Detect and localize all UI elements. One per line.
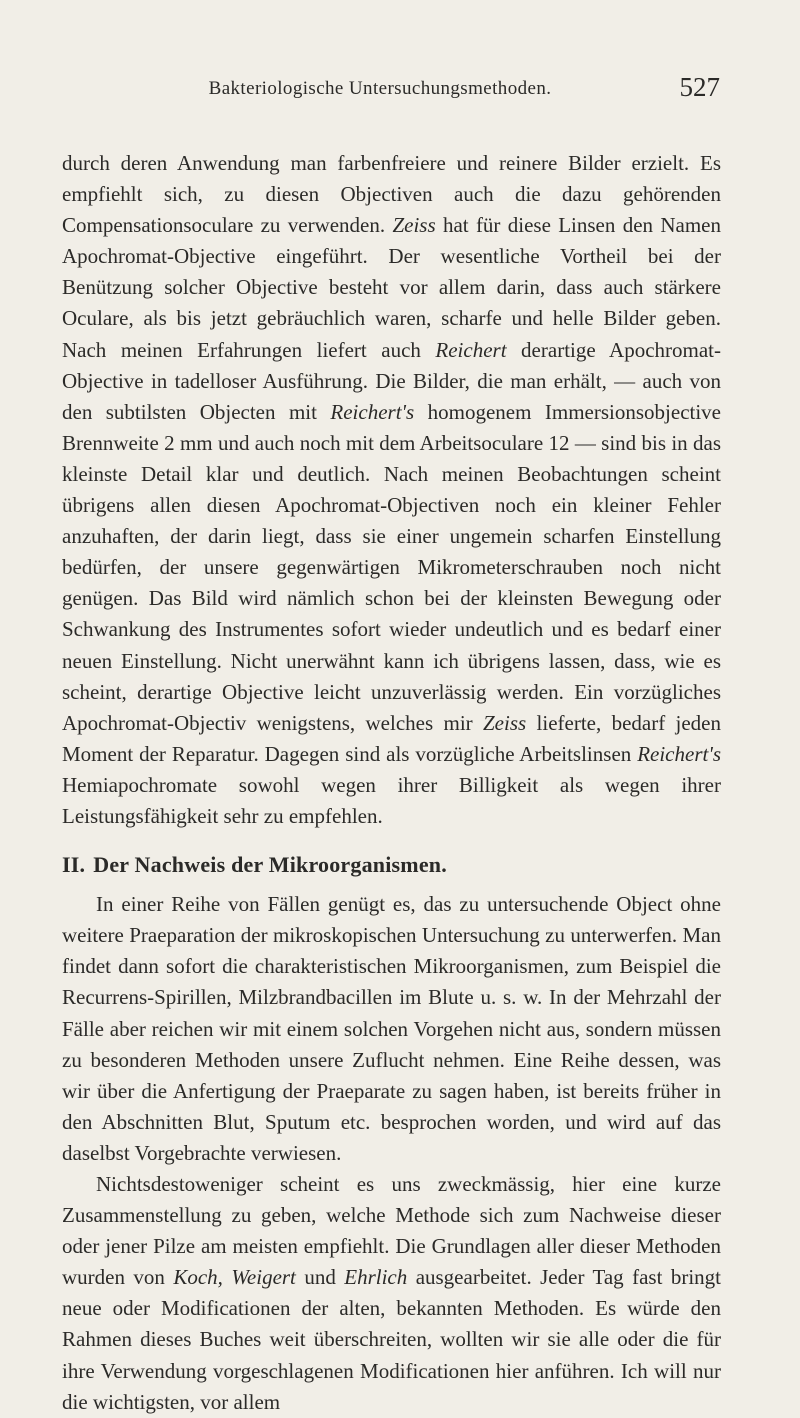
section-heading: [62, 849, 721, 880]
author-name: Reichert: [435, 337, 507, 362]
paragraph-continued: [62, 148, 721, 832]
author-name: Zeiss: [392, 213, 436, 238]
text-run: lieferte, bedarf jeden Moment der Reparatur. Dagegen sind als vorzügliche Arbeitslinsen: [62, 710, 722, 766]
text-run: hat für diese Linsen den Namen Apochromat-Objective eingeführt. Der wesentliche Vortheil bei der Benützung solcher Objective besteht vor allem darin, dass auch stärkere Oculare, als bis jetzt gebräuchlich waren, scharfe und helle Bilder geben. Nach meinen Erfahrungen liefert auch: [62, 213, 721, 362]
author-name: Zeiss: [483, 710, 527, 735]
section-number: II.: [62, 852, 86, 878]
text-run: durch deren Anwendung man farbenfreiere und reinere Bilder erzielt. Es empfiehlt sich, zu diesen Objectiven auch die dazu gehörenden Compensationsoculare zu verwenden.: [62, 151, 721, 238]
author-names: Koch, Weigert: [173, 1265, 296, 1290]
page-body: [62, 148, 721, 1418]
text-run: und: [295, 1265, 345, 1290]
running-head: Bakteriologische Untersuchungsmethoden.: [208, 78, 552, 99]
page-number: 527: [679, 72, 720, 102]
text-run: ausgearbeitet. Jeder Tag fast bringt neue oder Modificationen der alten, bekannten Methoden. Es würde den Rahmen dieses Buches weit überschreiten, wollten wir sie alle oder die für ihre Verwendung vorgeschlagenen Modificationen hier anführen. Ich will nur die wichtigsten, vor allem: [62, 1265, 722, 1414]
text-run: homogenem Immersionsobjective Brennweite 2 mm und auch noch mit dem Arbeitsoculare 12 — sind bis in das kleinste Detail klar und deutlich. Nach meinen Beobachtungen scheint übrigens allen diesen Apochromat-Objectiven noch ein kleiner Fehler anzuhaften, der darin liegt, dass sie einer ungemein scharfen Einstellung bedürfen, der unsere gegenwärtigen Mikrometerschrauben noch nicht genügen. Das Bild wird nämlich schon bei der kleinsten Bewegung oder Schwankung des Instrumentes sofort wieder undeutlich und es bedarf einer neuen Einstellung. Nicht unerwähnt kann ich übrigens lassen, dass, wie es scheint, derartige Objective leicht unzuverlässig werden. Ein vorzügliches Apochromat-Objectiv wenigstens, welches mir: [62, 399, 721, 735]
author-name: Reichert's: [637, 741, 721, 766]
section-title: Der Nachweis der Mikroorganismen.: [93, 852, 447, 878]
text-run: Nichtsdestoweniger scheint es uns zweckmässig, hier eine kurze Zusammenstellung zu geben, welche Methode sich zum Nachweise dieser oder jener Pilze am meisten empfiehlt. Die Grundlagen aller dieser Methoden wurden von: [62, 1172, 721, 1290]
paragraph: [62, 1169, 721, 1418]
author-name: Ehrlich: [344, 1265, 408, 1290]
text-run: derartige Apochromat-Objective in tadelloser Ausführung. Die Bilder, die man erhält, — auch von den subtilsten Objecten mit: [62, 337, 721, 424]
author-name: Reichert's: [330, 399, 415, 424]
page-header: [0, 70, 800, 110]
text-run: Hemiapochromate sowohl wegen ihrer Billigkeit als wegen ihrer Leistungsfähigkeit sehr zu empfehlen.: [62, 772, 721, 828]
paragraph: In einer Reihe von Fällen genügt es, das zu untersuchende Object ohne weitere Praeparation der mikroskopischen Untersuchung zu unterwerfen. Man findet dann sofort die charakteristischen Mikroorganismen, zum Beispiel die Recurrens-Spirillen, Milzbrandbacillen im Blute u. s. w. In der Mehrzahl der Fälle aber reichen wir mit einem solchen Vorgehen nicht aus, sondern müssen zu besonderen Methoden unsere Zuflucht nehmen. Eine Reihe dessen, was wir über die Anfertigung der Praeparate zu sagen haben, ist bereits früher in den Abschnitten Blut, Sputum etc. besprochen worden, und wird auf das daselbst Vorgebrachte verwiesen.: [62, 892, 721, 1165]
